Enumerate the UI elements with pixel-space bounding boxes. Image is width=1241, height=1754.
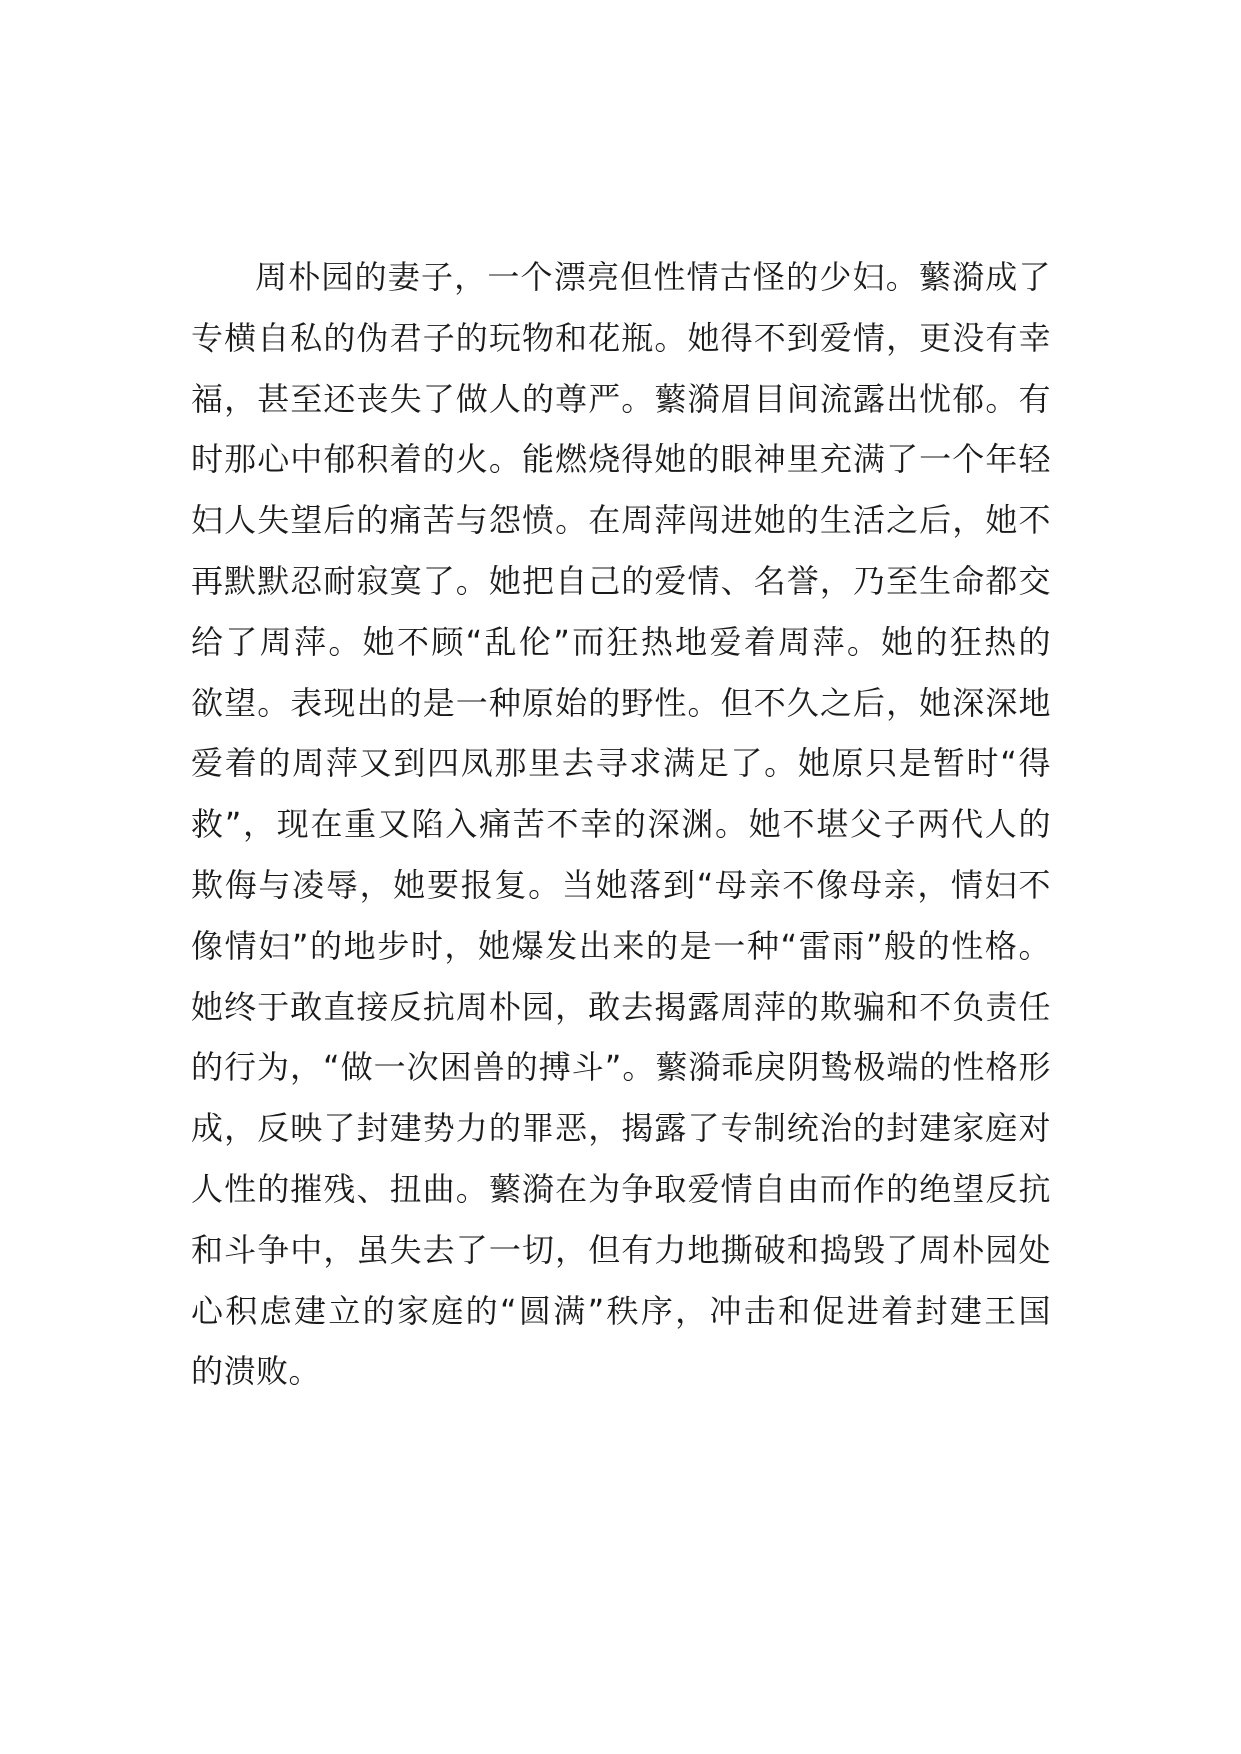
text-line: 成，反映了封建势力的罪恶，揭露了专制统治的封建家庭对 [191, 1109, 1051, 1148]
text-line: 时那心中郁积着的火。能燃烧得她的眼神里充满了一个年轻 [191, 440, 1051, 479]
text-line: 她终于敢直接反抗周朴园，敢去揭露周萍的欺骗和不负责任 [191, 987, 1051, 1026]
text-line: 的溃败。 [191, 1352, 322, 1391]
text-line: 福，甚至还丧失了做人的尊严。蘩漪眉目间流露出忧郁。有 [191, 379, 1051, 418]
text-line: 人性的摧残、扭曲。蘩漪在为争取爱情自由而作的绝望反抗 [191, 1169, 1051, 1208]
text-line: 心积虑建立的家庭的“圆满”秩序，冲击和促进着封建王国 [191, 1291, 1051, 1330]
text-line: 周朴园的妻子，一个漂亮但性情古怪的少妇。蘩漪成了 [255, 258, 1051, 296]
text-line: 欲望。表现出的是一种原始的野性。但不久之后，她深深地 [191, 683, 1051, 722]
text-line: 和斗争中，虽失去了一切，但有力地撕破和捣毁了周朴园处 [191, 1230, 1051, 1269]
paragraph [191, 247, 1051, 1402]
text-line: 爱着的周萍又到四凤那里去寻求满足了。她原只是暂时“得 [191, 744, 1051, 783]
text-line: 救”，现在重又陷入痛苦不幸的深渊。她不堪父子两代人的 [191, 805, 1051, 844]
text-line: 欺侮与凌辱，她要报复。当她落到“母亲不像母亲，情妇不 [191, 865, 1051, 904]
text-line: 专横自私的伪君子的玩物和花瓶。她得不到爱情，更没有幸 [191, 318, 1051, 357]
text-line: 给了周萍。她不顾“乱伦”而狂热地爱着周萍。她的狂热的 [191, 622, 1051, 661]
text-line: 的行为，“做一次困兽的搏斗”。蘩漪乖戾阴鸷极端的性格形 [191, 1048, 1051, 1087]
text-line: 像情妇”的地步时，她爆发出来的是一种“雷雨”般的性格。 [191, 926, 1051, 965]
text-line: 再默默忍耐寂寞了。她把自己的爱情、名誉，乃至生命都交 [191, 561, 1051, 600]
text-line: 妇人失望后的痛苦与怨愤。在周萍闯进她的生活之后，她不 [191, 501, 1051, 540]
